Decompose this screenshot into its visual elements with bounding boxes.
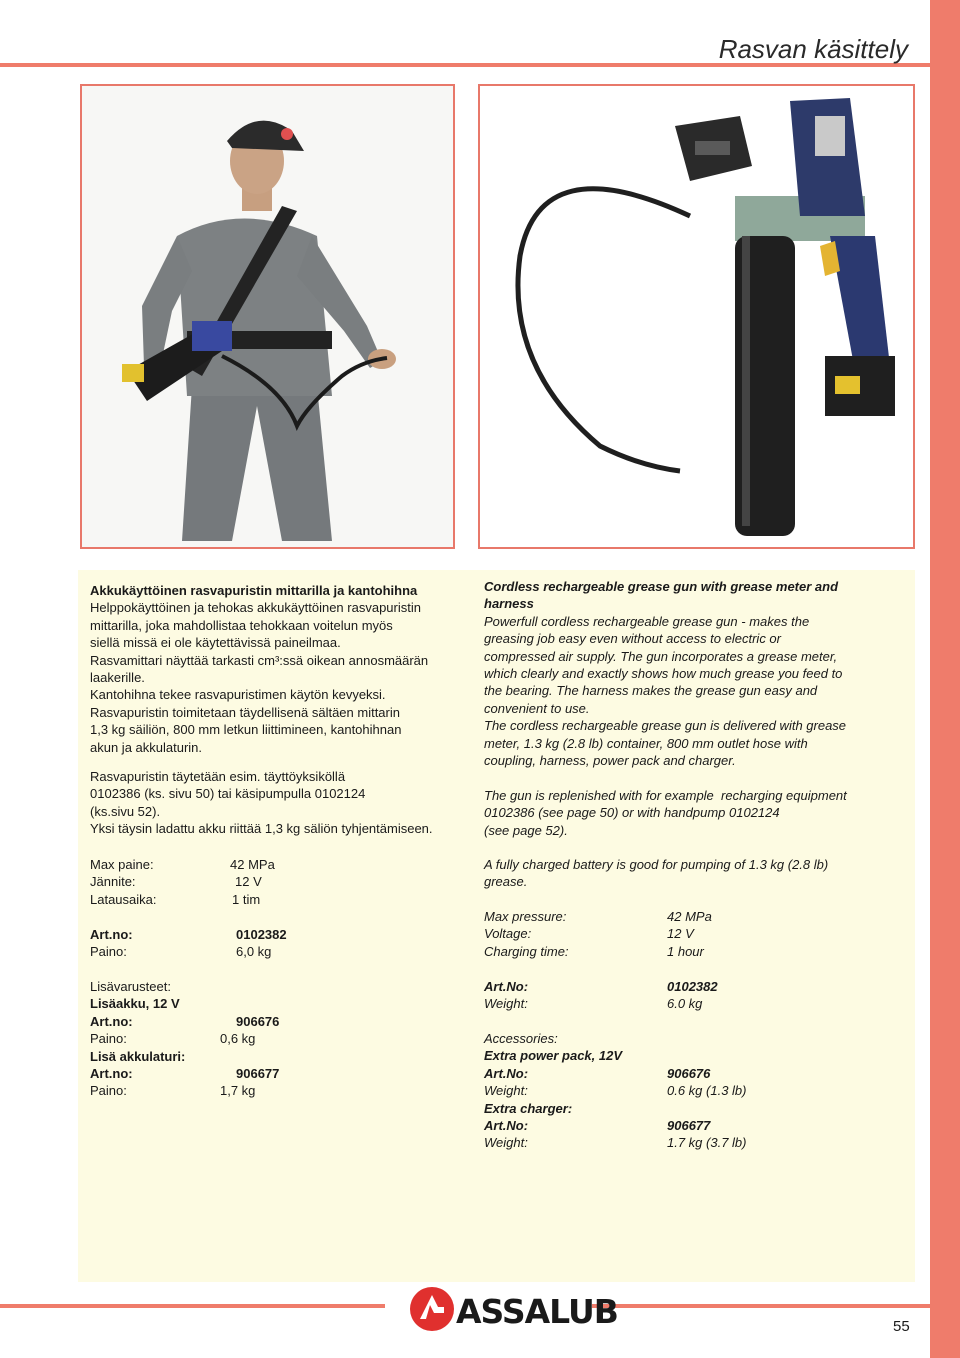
en-acc1-weight-row bbox=[484, 1082, 904, 1099]
fi-fill-line: (ks.sivu 52). bbox=[90, 803, 161, 819]
side-accent-bar bbox=[930, 0, 960, 1358]
en-line: coupling, harness, power pack and charger. bbox=[484, 753, 736, 769]
grease-gun-photo bbox=[478, 84, 915, 549]
fi-accessories-label: Lisävarusteet: bbox=[90, 979, 171, 994]
fi-spec-label: Max paine: bbox=[90, 857, 154, 872]
en-acc1-artno-row bbox=[484, 1065, 904, 1082]
fi-weight-row bbox=[90, 943, 470, 960]
fi-fill-block bbox=[90, 768, 475, 838]
en-acc2-artno-value: 906677 bbox=[667, 1118, 711, 1134]
fi-acc2-weight-value: 1,7 kg bbox=[220, 1083, 256, 1099]
page-title: Rasvan käsittely bbox=[718, 34, 908, 64]
fi-acc1-weight-value: 0,6 kg bbox=[220, 1031, 256, 1047]
logo-wordmark: ASSALUB bbox=[456, 1292, 618, 1331]
en-acc1-weight-value: 0.6 kg (1.3 lb) bbox=[667, 1083, 747, 1099]
en-line: convenient to use. bbox=[484, 700, 590, 716]
grease-gun-illustration bbox=[480, 86, 913, 547]
en-acc2-weight-value: 1.7 kg (3.7 lb) bbox=[667, 1135, 747, 1151]
en-battery-block bbox=[484, 856, 904, 891]
fi-article bbox=[90, 926, 470, 961]
fi-acc1-artno-label: Art.no: bbox=[90, 1013, 133, 1029]
fi-spec-value: 1 tim bbox=[232, 891, 261, 907]
en-artno-label: Art.No: bbox=[484, 979, 529, 994]
fi-acc2-artno-value: 906677 bbox=[236, 1066, 280, 1082]
fi-acc2-artno-label: Art.no: bbox=[90, 1066, 133, 1082]
fi-acc2-weight-label: Paino: bbox=[90, 1083, 127, 1099]
en-weight-value: 6.0 kg bbox=[667, 996, 703, 1012]
en-acc1-name: Extra power pack, 12V bbox=[484, 1048, 623, 1064]
en-line: which clearly and exactly shows how much grease you feed to bbox=[484, 666, 843, 682]
en-acc1-artno-value: 906676 bbox=[667, 1065, 711, 1081]
fi-artno-value: 0102382 bbox=[236, 927, 287, 942]
en-artno-row bbox=[484, 978, 904, 995]
fi-fill-line: Rasvapuristin täytetään esim. täyttöyksiköllä bbox=[90, 769, 346, 784]
en-line: The cordless rechargeable grease gun is delivered with grease bbox=[484, 718, 847, 734]
en-spec-row bbox=[484, 943, 904, 960]
en-acc2-name: Extra charger: bbox=[484, 1100, 573, 1116]
fi-acc1-weight-row bbox=[90, 1030, 470, 1047]
fi-acc1-weight-label: Paino: bbox=[90, 1031, 127, 1047]
fi-line: mittarilla, joka mahdollistaa tehokkaan voitelun myös bbox=[90, 617, 393, 633]
en-weight-label: Weight: bbox=[484, 996, 528, 1012]
en-fill-block bbox=[484, 787, 904, 839]
fi-fill-line: 0102386 (ks. sivu 50) tai käsipumpulla 0102124 bbox=[90, 786, 366, 802]
en-spec-label: Charging time: bbox=[484, 943, 569, 959]
en-line: meter, 1.3 kg (2.8 lb) container, 800 mm outlet hose with bbox=[484, 735, 808, 751]
en-accessories bbox=[484, 1030, 904, 1152]
fi-line: Kantohihna tekee rasvapuristimen käytön kevyeksi. bbox=[90, 687, 386, 703]
en-fill-line: 0102386 (see page 50) or with handpump 0102124 bbox=[484, 805, 780, 821]
fi-line: 1,3 kg säiliön, 800 mm letkun liittimineen, kantohihnan bbox=[90, 722, 402, 738]
fi-weight-label: Paino: bbox=[90, 944, 127, 960]
en-acc1-weight-label: Weight: bbox=[484, 1083, 528, 1099]
fi-spec-label: Jännite: bbox=[90, 874, 136, 890]
worker-photo bbox=[80, 84, 455, 549]
fi-spec-label: Latausaika: bbox=[90, 891, 157, 907]
fi-acc1-artno-value: 906676 bbox=[236, 1013, 280, 1029]
fi-line: Helppokäyttöinen ja tehokas akkukäyttöinen rasvapuristin bbox=[90, 600, 421, 616]
en-weight-row bbox=[484, 995, 904, 1012]
en-line: compressed air supply. The gun incorporates a grease meter, bbox=[484, 648, 838, 664]
fi-accessories bbox=[90, 978, 470, 1100]
en-spec-row bbox=[484, 908, 904, 925]
en-heading: Cordless rechargeable grease gun with grease meter and bbox=[484, 579, 839, 594]
fi-description-block bbox=[90, 582, 470, 756]
footer-rule-right bbox=[592, 1304, 930, 1308]
en-artno-value: 0102382 bbox=[667, 979, 718, 994]
en-specs bbox=[484, 908, 904, 960]
en-description-block bbox=[484, 578, 904, 769]
fi-line: Rasvamittari näyttää tarkasti cm³:ssä oikean annosmäärän bbox=[90, 652, 429, 668]
fi-acc2-artno-row bbox=[90, 1065, 470, 1082]
fi-acc2-name: Lisä akkulaturi: bbox=[90, 1048, 186, 1064]
en-battery-line: A fully charged battery is good for pumping of 1.3 kg (2.8 lb) bbox=[484, 857, 829, 872]
fi-fill-line: Yksi täysin ladattu akku riittää 1,3 kg säliön tyhjentämiseen. bbox=[90, 821, 433, 837]
fi-spec-value: 42 MPa bbox=[230, 857, 275, 872]
fi-spec-row bbox=[90, 873, 470, 890]
fi-heading: Akkukäyttöinen rasvapuristin mittarilla ja kantohihna bbox=[90, 583, 418, 598]
en-acc2-weight-row bbox=[484, 1134, 904, 1151]
fi-acc2-weight-row bbox=[90, 1082, 470, 1099]
en-line: greasing job easy even without access to electric or bbox=[484, 631, 781, 647]
fi-weight-value: 6,0 kg bbox=[236, 944, 272, 960]
en-spec-label: Voltage: bbox=[484, 926, 532, 942]
en-spec-value: 42 MPa bbox=[667, 909, 712, 924]
fi-acc1-artno-row bbox=[90, 1013, 470, 1030]
en-article bbox=[484, 978, 904, 1013]
en-acc2-artno-row bbox=[484, 1117, 904, 1134]
en-heading-cont: harness bbox=[484, 596, 534, 612]
assalub-logo bbox=[404, 1284, 618, 1334]
fi-artno-label: Art.no: bbox=[90, 927, 133, 942]
page-number: 55 bbox=[893, 1318, 910, 1335]
en-acc2-weight-label: Weight: bbox=[484, 1135, 528, 1151]
assalub-emblem-icon bbox=[408, 1285, 456, 1333]
fi-line: Rasvapuristin toimitetaan täydellisenä sältäen mittarin bbox=[90, 704, 400, 720]
en-spec-value: 1 hour bbox=[667, 943, 704, 959]
fi-spec-row bbox=[90, 856, 470, 873]
fi-acc1-name: Lisäakku, 12 V bbox=[90, 996, 180, 1012]
footer-rule-left bbox=[0, 1304, 385, 1308]
fi-line: laakerille. bbox=[90, 670, 145, 686]
en-spec-row bbox=[484, 925, 904, 942]
fi-line: siellä missä ei ole käytettävissä paineilmaa. bbox=[90, 635, 341, 651]
en-battery-line: grease. bbox=[484, 874, 528, 890]
fi-line: akun ja akkulaturin. bbox=[90, 739, 203, 755]
fi-artno-row bbox=[90, 926, 470, 943]
fi-spec-value: 12 V bbox=[235, 874, 262, 890]
fi-spec-row bbox=[90, 891, 470, 908]
fi-specs bbox=[90, 856, 470, 908]
en-fill-line: The gun is replenished with for example recharging equipment bbox=[484, 788, 847, 803]
en-acc1-artno-label: Art.No: bbox=[484, 1065, 529, 1081]
en-spec-value: 12 V bbox=[667, 926, 694, 942]
en-spec-label: Max pressure: bbox=[484, 909, 567, 924]
en-fill-line: (see page 52). bbox=[484, 822, 568, 838]
worker-illustration bbox=[82, 86, 453, 547]
en-accessories-label: Accessories: bbox=[484, 1031, 558, 1046]
en-line: Powerfull cordless rechargeable grease gun - makes the bbox=[484, 613, 810, 629]
en-line: the bearing. The harness makes the grease gun easy and bbox=[484, 683, 818, 699]
en-acc2-artno-label: Art.No: bbox=[484, 1118, 529, 1134]
